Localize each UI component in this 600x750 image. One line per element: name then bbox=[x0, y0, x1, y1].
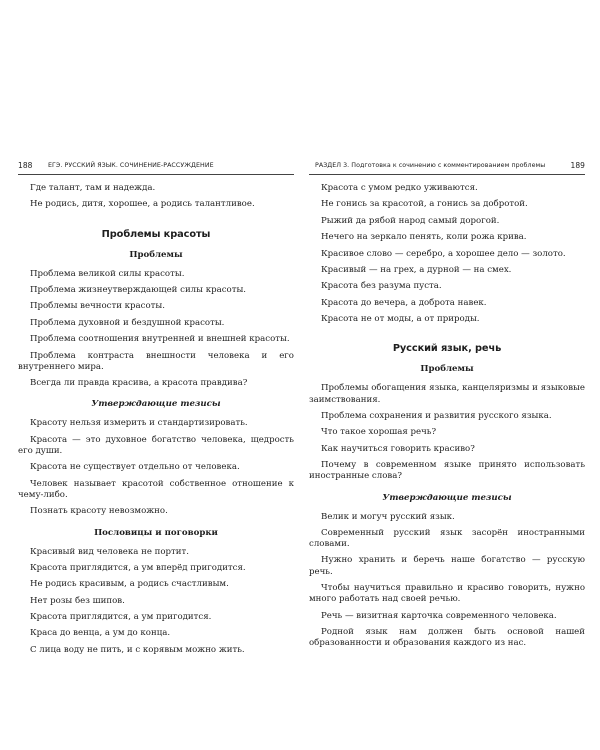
list-item: Не родись красивым, а родись счастливым. bbox=[30, 579, 229, 590]
subsection-heading: Проблемы bbox=[129, 249, 183, 260]
subsection-heading: Утверждающие тезисы bbox=[382, 492, 512, 503]
section-title: Русский язык, речь bbox=[392, 343, 502, 355]
proverbs-list bbox=[18, 547, 294, 657]
list-item: Красота без разума пуста. bbox=[321, 281, 442, 292]
theses-list bbox=[309, 512, 585, 650]
list-item: Речь — визитная карточка современного человека. bbox=[321, 610, 557, 621]
list-item: Красота приглядится, а ум пригодится. bbox=[30, 612, 212, 623]
list-item: Рыжий да рябой народ самый дорогой. bbox=[321, 215, 500, 226]
subsection-heading: Пословицы и поговорки bbox=[94, 527, 218, 538]
list-item: Велик и могуч русский язык. bbox=[321, 511, 455, 522]
left-page-header bbox=[18, 160, 294, 175]
list-item: Проблема контраста внешности человека и его внутреннего мира. bbox=[18, 350, 294, 372]
list-item: Краса до венца, а ум до конца. bbox=[30, 628, 171, 639]
right-page-body bbox=[309, 183, 585, 649]
list-item: Проблемы обогащения языка, канцеляризмы и языковые заимствования. bbox=[309, 383, 585, 405]
subsection-heading: Утверждающие тезисы bbox=[91, 399, 221, 410]
list-item: Красота приглядится, а ум вперёд пригодится. bbox=[30, 562, 246, 573]
list-item: Красоту нельзя измерить и стандартизировать. bbox=[30, 418, 248, 429]
list-item: Проблема сохранения и развития русского языка. bbox=[321, 410, 552, 421]
list-item: Красивый вид человека не портит. bbox=[30, 546, 190, 557]
list-item: Нужно хранить и беречь наше богатство — русскую речь. bbox=[309, 555, 585, 577]
list-item: Что такое хорошая речь? bbox=[321, 427, 437, 438]
left-page bbox=[18, 160, 294, 661]
list-item: Проблема жизнеутверждающей силы красоты. bbox=[30, 284, 247, 295]
problems-list bbox=[309, 383, 585, 482]
list-item: Родной язык нам должен быть основой нашей образованности и образования каждого из нас. bbox=[309, 627, 585, 649]
running-head: РАЗДЕЛ 3. Подготовка к сочинению с комментированием проблемы bbox=[315, 162, 546, 169]
list-item: Не гонись за красотой, а гонись за добротой. bbox=[321, 199, 528, 210]
theses-list bbox=[18, 418, 294, 517]
running-head: ЕГЭ. РУССКИЙ ЯЗЫК. СОЧИНЕНИЕ-РАССУЖДЕНИЕ bbox=[48, 162, 214, 169]
paragraph: Где талант, там и надежда. bbox=[30, 183, 156, 193]
page-number: 188 bbox=[18, 161, 33, 170]
right-page bbox=[309, 160, 585, 655]
list-item: Красота с умом редко уживаются. bbox=[321, 183, 478, 193]
list-item: Познать красоту невозможно. bbox=[30, 506, 168, 517]
paragraph: Не родись, дитя, хорошее, а родись талантливое. bbox=[30, 199, 255, 210]
list-item: Красивый — на грех, а дурной — на смех. bbox=[321, 264, 512, 275]
list-item: Почему в современном языке принято использовать иностранные слова? bbox=[309, 460, 585, 482]
list-item: Чтобы научиться правильно и красиво говорить, нужно много работать над своей речью. bbox=[309, 583, 585, 605]
list-item: Красота — это духовное богатство человека, щедрость его души. bbox=[18, 434, 294, 456]
section-title: Проблемы красоты bbox=[101, 228, 211, 240]
list-item: Красота не существует отдельно от человека. bbox=[30, 462, 240, 473]
page-number: 189 bbox=[570, 161, 585, 170]
subsection-heading: Проблемы bbox=[420, 364, 474, 375]
list-item: Современный русский язык засорён иностранными словами. bbox=[309, 527, 585, 550]
list-item: Красота до вечера, а доброта навек. bbox=[321, 297, 487, 308]
list-item: Человек называет красотой собственное отношение к чему-либо. bbox=[18, 478, 294, 500]
list-item: Проблема соотношения внутренней и внешней красоты. bbox=[30, 334, 290, 345]
list-item: Всегда ли правда красива, а красота правдива? bbox=[30, 378, 248, 389]
list-item: Нечего на зеркало пенять, коли рожа крива. bbox=[321, 232, 527, 243]
list-item: Красота не от моды, а от природы. bbox=[321, 314, 480, 325]
intro-proverbs bbox=[18, 183, 294, 211]
list-item: С лица воду не пить, и с корявым можно жить. bbox=[30, 644, 245, 655]
list-item: Как научиться говорить красиво? bbox=[321, 443, 475, 454]
list-item: Нет розы без шипов. bbox=[30, 595, 125, 606]
left-page-body bbox=[18, 183, 294, 656]
list-item: Проблемы вечности красоты. bbox=[30, 301, 165, 312]
list-item: Проблема великой силы красоты. bbox=[30, 268, 185, 279]
right-page-header bbox=[309, 160, 585, 175]
list-item: Красивое слово — серебро, а хорошее дело — золото. bbox=[321, 248, 566, 259]
problems-list bbox=[18, 269, 294, 390]
proverbs-list bbox=[309, 183, 585, 325]
list-item: Проблема духовной и бездушной красоты. bbox=[30, 317, 225, 328]
